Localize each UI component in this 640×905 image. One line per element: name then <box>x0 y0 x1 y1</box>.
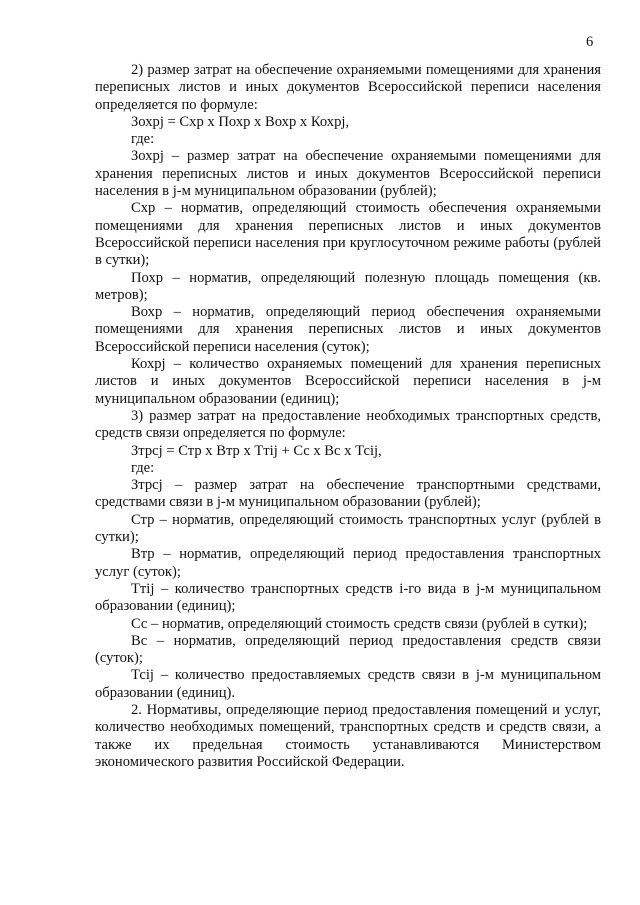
definition-zohrj: Зохрj – размер затрат на обеспечение охраняемыми помещениями для хранения переписных листов и иных документов Всероссийской переписи населения в j-м муниципальном образовании (рублей); <box>95 148 601 200</box>
definition-vs: Вс – норматив, определяющий период предоставления средств связи (суток); <box>95 632 601 667</box>
definition-ttij: Ттij – количество транспортных средств i-го вида в j-м муниципальном образовании (единиц); <box>95 580 601 615</box>
definition-shr: Схр – норматив, определяющий стоимость обеспечения охраняемыми помещениями для хранения переписных листов и иных документов Всероссийской переписи населения при круглосуточном режиме работы (рублей в сутки); <box>95 200 601 269</box>
where-label: где: <box>131 131 155 148</box>
section-2-norms: 2. Нормативы, определяющие период предоставления помещений и услуг, количество необходимых помещений, транспортных средств и средств связи, а также их предельная стоимость устанавливаются Министерством экономического развития Российской Федерации. <box>95 701 601 770</box>
definition-ztrsj: Зтрсj – размер затрат на обеспечение транспортными средствами, средствами связи в j-м муниципальном образовании (рублей); <box>95 477 601 511</box>
definition-vtr: Втр – норматив, определяющий период предоставления транспортных услуг (суток); <box>95 546 601 580</box>
document-body <box>95 62 601 771</box>
page-number: 6 <box>586 34 594 50</box>
where-label: где: <box>131 459 155 476</box>
definition-tsij: Тсij – количество предоставляемых средств связи в j-м муниципальном образовании (единиц). <box>95 667 601 701</box>
definition-str: Стр – норматив, определяющий стоимость транспортных услуг (рублей в сутки); <box>95 511 601 546</box>
definition-pohr: Похр – норматив, определяющий полезную площадь помещения (кв. метров); <box>95 269 601 303</box>
definition-ss: Сс – норматив, определяющий стоимость средств связи (рублей в сутки); <box>131 615 588 632</box>
definition-kohrj: Кохрj – количество охраняемых помещений для хранения переписных листов и иных документов Всероссийской переписи населения в j-м муниципальном образовании (единиц); <box>95 356 601 407</box>
formula-transport-costs: Зтрсj = Стр х Втр х Ттij + Сс х Вс х Тсij, <box>131 442 382 459</box>
item-2-intro: 2) размер затрат на обеспечение охраняемыми помещениями для хранения переписных листов и иных документов Всероссийской переписи населения определяется по формуле: <box>95 62 601 113</box>
item-3-intro: 3) размер затрат на предоставление необходимых транспортных средств, средств связи определяется по формуле: <box>95 407 601 442</box>
formula-storage-costs: Зохрj = Схр х Похр х Вохр х Кохрj, <box>131 113 350 130</box>
definition-vohr: Вохр – норматив, определяющий период обеспечения охраняемыми помещениями для хранения переписных листов и иных документов Всероссийской переписи населения (суток); <box>95 304 601 355</box>
